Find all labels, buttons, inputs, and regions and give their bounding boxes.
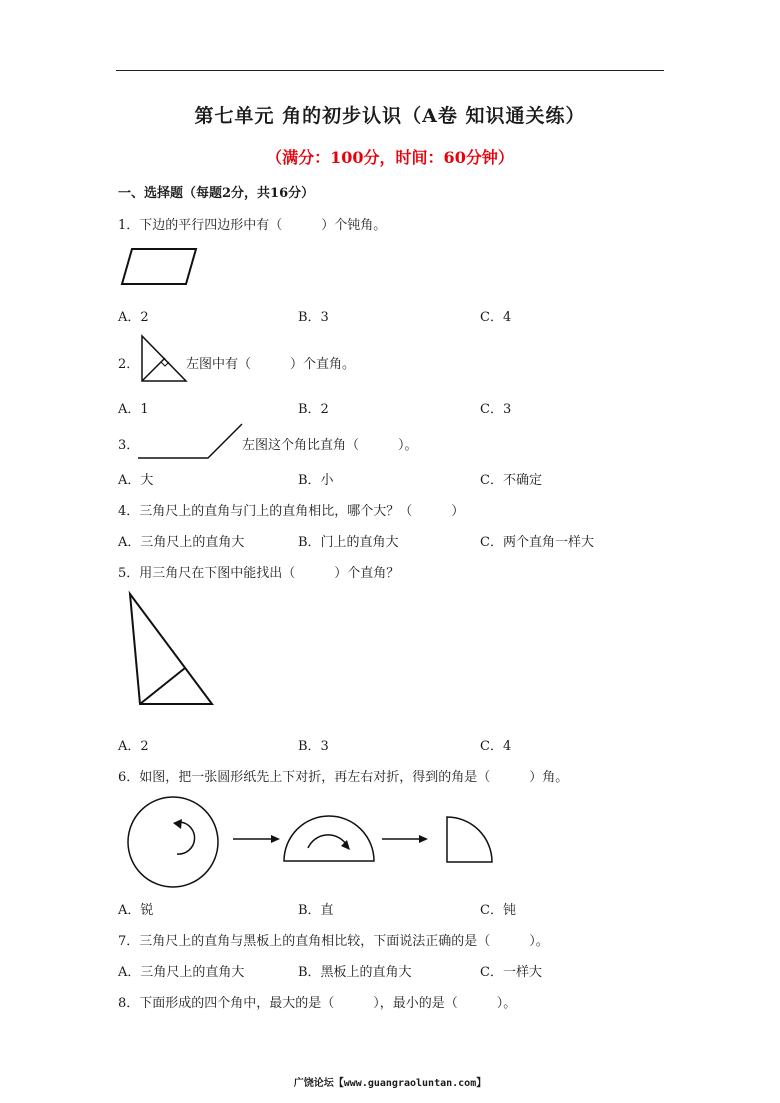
- question-3-number: 3．: [118, 438, 140, 453]
- page-subtitle: （满分：100分，时间：60分钟）: [266, 148, 514, 167]
- question-8-stem: 8．下面形成的四个角中，最大的是（ ），最小的是（ ）。: [118, 996, 517, 1011]
- q3-option-b: B．小: [298, 473, 334, 488]
- q2-option-c: C．3: [480, 402, 512, 417]
- right-triangle-figure: [138, 334, 190, 384]
- question-3-stem: 左图这个角比直角（ ）。: [242, 438, 418, 453]
- question-5-stem: 5．用三角尺在下图中能找出（ ）个直角？: [118, 566, 400, 581]
- page-title: 第七单元 角的初步认识（A卷 知识通关练）: [194, 105, 586, 127]
- q6-option-b: B．直: [298, 903, 334, 918]
- q7-option-b: B．黑板上的直角大: [298, 965, 412, 980]
- q6-option-c: C．钝: [480, 903, 516, 918]
- q3-option-c: C．不确定: [480, 473, 542, 488]
- q1-option-a: A．2: [118, 310, 149, 325]
- q4-option-c: C．两个直角一样大: [480, 535, 594, 550]
- q4-option-a: A．三角尺上的直角大: [118, 535, 245, 550]
- q1-option-b: B．3: [298, 310, 329, 325]
- obtuse-angle-figure: [136, 422, 246, 462]
- q2-option-a: A．1: [118, 402, 149, 417]
- parallelogram-figure: [120, 246, 200, 286]
- q7-option-c: C．一样大: [480, 965, 542, 980]
- question-6-stem: 6．如图，把一张圆形纸先上下对折，再左右对折，得到的角是（ ）角。: [118, 770, 569, 785]
- paper-folding-figure: [120, 792, 500, 892]
- question-4-stem: 4．三角尺上的直角与门上的直角相比，哪个大？（ ）: [118, 504, 465, 519]
- q3-option-a: A．大: [118, 473, 154, 488]
- triangle-with-segment-figure: [126, 592, 218, 710]
- question-2-number: 2．: [118, 357, 140, 372]
- question-7-stem: 7．三角尺上的直角与黑板上的直角相比较，下面说法正确的是（ ）。: [118, 934, 549, 949]
- q1-option-c: C．4: [480, 310, 512, 325]
- q5-option-b: B．3: [298, 739, 329, 754]
- q2-option-b: B．2: [298, 402, 329, 417]
- top-rule: [116, 70, 664, 71]
- q5-option-a: A．2: [118, 739, 149, 754]
- section-heading: 一、选择题（每题2分，共16分）: [118, 186, 315, 201]
- question-1-stem: 1．下边的平行四边形中有（ ）个钝角。: [118, 218, 387, 233]
- page-footer: 广饶论坛【www.guangraoluntan.com】: [293, 1078, 487, 1089]
- q7-option-a: A．三角尺上的直角大: [118, 965, 245, 980]
- q5-option-c: C．4: [480, 739, 512, 754]
- q6-option-a: A．锐: [118, 903, 154, 918]
- q4-option-b: B．门上的直角大: [298, 535, 399, 550]
- question-2-stem: 左图中有（ ）个直角。: [186, 357, 356, 372]
